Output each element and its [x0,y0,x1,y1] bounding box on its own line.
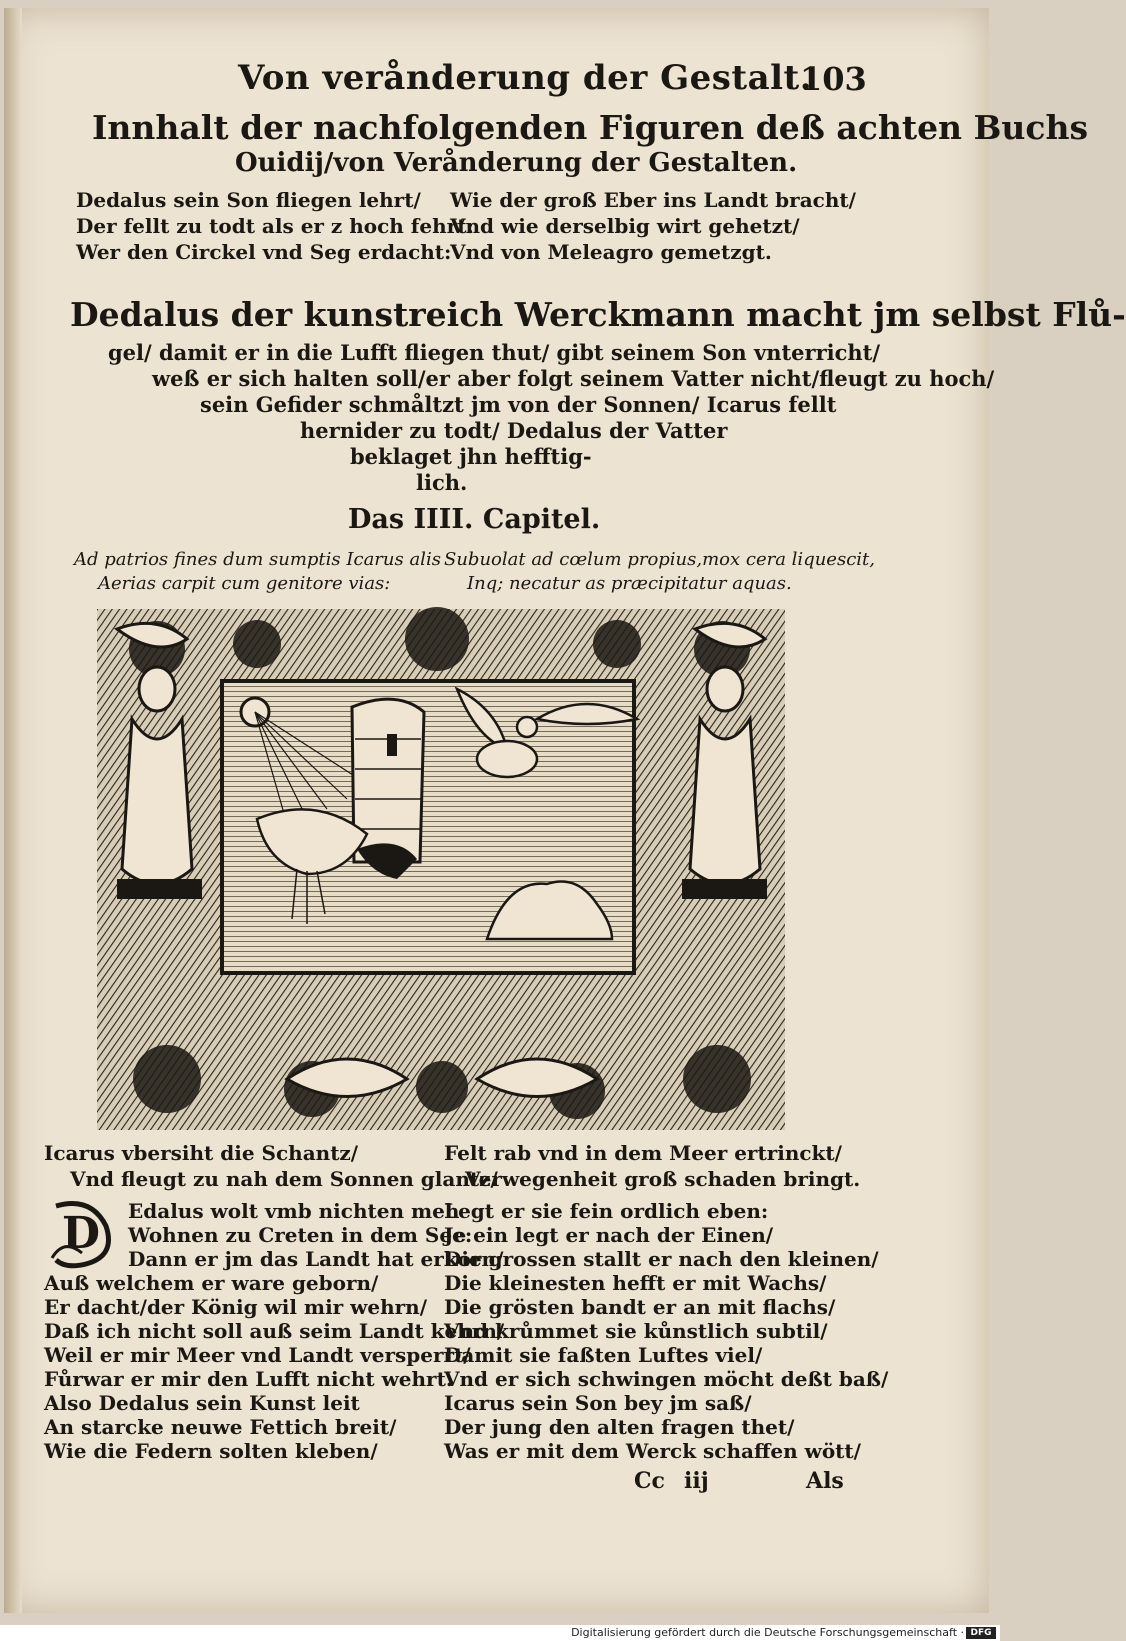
running-title: Von verånderung der Gestalt. [238,58,813,98]
poem-line: Je ein legt er nach der Einen/ [444,1223,774,1247]
poem-line: Dann er jm das Landt hat erkorn/ [128,1247,504,1271]
poem-line: Edalus wolt vmb nichten meh [128,1199,460,1223]
signature-numeral: iij [684,1468,709,1494]
latin-line: Subuolat ad cœlum propius,mox cera liquescit, [444,549,875,570]
poem-line: Fůrwar er mir den Lufft nicht wehrt. [44,1367,453,1391]
contents-line: Dedalus sein Son fliegen lehrt/ [76,188,421,212]
signature-mark: Cc [634,1468,665,1494]
poem-line: Legt er sie fein ordlich eben: [444,1199,769,1223]
contents-subtitle: Ouidij/von Verånderung der Gestalten. [235,148,798,178]
contents-line: Vnd von Meleagro gemetzgt. [450,240,772,264]
page-number: 103 [800,60,867,98]
poem-line: Icarus sein Son bey jm saß/ [444,1391,752,1415]
poem-line: An starcke neuwe Fettich breit/ [44,1415,397,1439]
poem-line: Vnd krůmmet sie kůnstlich subtil/ [444,1319,828,1343]
poem-line: Die grösten bandt er an mit flachs/ [444,1295,836,1319]
caption-line: Icarus vbersiht die Schantz/ [44,1141,359,1165]
poem-line: Damit sie faßten Luftes viel/ [444,1343,763,1367]
woodcut-illustration [97,609,785,1130]
caption-line: Vnd fleugt zu nah dem Sonnen glantz/ [70,1167,498,1191]
latin-line: Aerias carpit cum genitore vias: [98,573,391,594]
footer-text: Digitalisierung gefördert durch die Deutsche Forschungsgemeinschaft · [571,1626,964,1639]
chapter-heading-line: hernider zu todt/ Dedalus der Vatter [300,418,728,443]
contents-line: Wie der groß Eber ins Landt bracht/ [450,188,856,212]
chapter-heading-line: weß er sich halten soll/er aber folgt seinem Vatter nicht/fleugt zu hoch/ [152,366,995,391]
poem-line: Wie die Federn solten kleben/ [44,1439,378,1463]
contents-line: Wer den Circkel vnd Seg erdacht: [76,240,452,264]
poem-line: Die kleinesten hefft er mit Wachs/ [444,1271,827,1295]
chapter-heading-line: sein Gefider schmåltzt jm von der Sonnen/ Icarus fellt [200,392,837,417]
poem-line: Auß welchem er ware geborn/ [44,1271,379,1295]
contents-title: Innhalt der nachfolgenden Figuren deß achten Buchs [92,108,1089,147]
initial-letter: D [61,1208,101,1259]
catchword: Als [806,1468,844,1494]
poem-line: Wohnen zu Creten in dem See: [128,1223,473,1247]
caption-line: Verwegenheit groß schaden bringt. [465,1167,861,1191]
chapter-heading-line: lich. [416,470,468,495]
poem-line: Er dacht/der König wil mir wehrn/ [44,1295,428,1319]
chapter-label: Das IIII. Capitel. [348,504,601,535]
poem-line: Vnd er sich schwingen möcht deßt baß/ [444,1367,889,1391]
poem-line: Die grossen stallt er nach den kleinen/ [444,1247,879,1271]
poem-line: Der jung den alten fragen thet/ [444,1415,795,1439]
contents-line: Der fellt zu todt als er z hoch fehrt: [76,214,474,238]
poem-line: Was er mit dem Werck schaffen wött/ [444,1439,861,1463]
latin-line: Inq; necatur as præcipitatur aquas. [467,573,792,594]
latin-line: Ad patrios fines dum sumptis Icarus alis [74,549,441,570]
decorated-initial [48,1198,114,1266]
poem-line: Also Dedalus sein Kunst leit [44,1391,360,1415]
chapter-heading-line: Dedalus der kunstreich Werckmann macht jm selbst Flů- [70,295,1126,334]
poem-line: Weil er mir Meer vnd Landt versperrt/ [44,1343,471,1367]
page-binding-edge [4,8,22,1613]
caption-line: Felt rab vnd in dem Meer ertrinckt/ [444,1141,842,1165]
chapter-heading-line: beklaget jhn hefftig- [350,444,592,469]
dfg-logo: DFG [966,1627,996,1639]
contents-line: Vnd wie derselbig wirt gehetzt/ [450,214,800,238]
chapter-heading-line: gel/ damit er in die Lufft fliegen thut/ gibt seinem Son vnterricht/ [108,340,881,365]
poem-line: Daß ich nicht soll auß seim Landt kehrn/ [44,1319,505,1343]
